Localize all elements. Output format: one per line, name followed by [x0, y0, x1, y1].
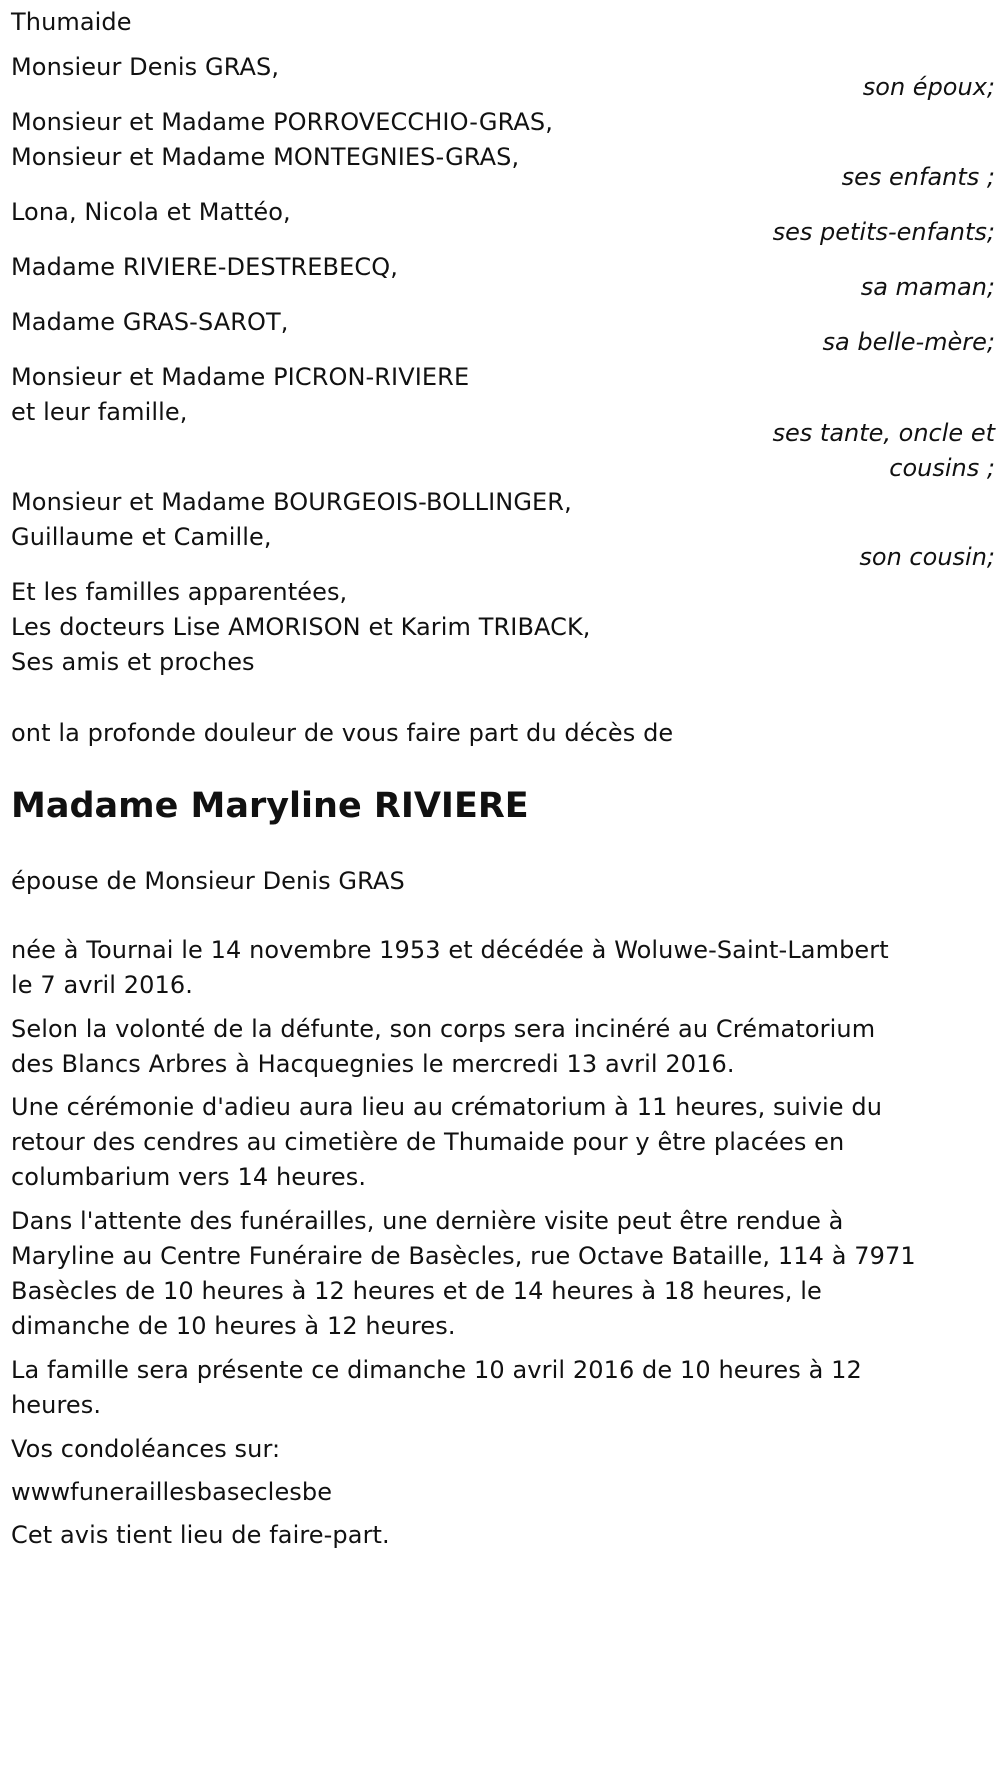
- paragraph-line: retour des cendres au cimetière de Thumaide pour y être placées en: [11, 1128, 845, 1156]
- paragraph-line: Basècles de 10 heures à 12 heures et de 14 heures à 18 heures, le: [11, 1277, 822, 1305]
- mourner-relation: ses tante, oncle et: [772, 419, 995, 447]
- notice-text: Cet avis tient lieu de faire-part.: [11, 1521, 390, 1549]
- paragraph-line: née à Tournai le 14 novembre 1953 et décédée à Woluwe-Saint-Lambert: [11, 936, 889, 964]
- mourner-line: Monsieur et Madame PICRON-RIVIERE: [11, 363, 470, 391]
- mourner-line: Lona, Nicola et Mattéo,: [11, 198, 291, 226]
- mourner-relation: son époux;: [862, 73, 995, 101]
- mourner-relation: ses enfants ;: [841, 163, 995, 191]
- mourner-relation: sa belle-mère;: [822, 328, 995, 356]
- paragraph-line: Une cérémonie d'adieu aura lieu au crématorium à 11 heures, suivie du: [11, 1093, 883, 1121]
- paragraph-line: le 7 avril 2016.: [11, 971, 194, 999]
- announcement-text: ont la profonde douleur de vous faire part du décès de: [11, 719, 674, 747]
- spouse-line: épouse de Monsieur Denis GRAS: [11, 867, 405, 895]
- paragraph-line: columbarium vers 14 heures.: [11, 1163, 367, 1191]
- others-line: Et les familles apparentées,: [11, 578, 348, 606]
- paragraph-line: Maryline au Centre Funéraire de Basècles, rue Octave Bataille, 114 à 7971: [11, 1242, 916, 1270]
- mourner-line: Monsieur et Madame BOURGEOIS-BOLLINGER,: [11, 488, 572, 516]
- village-name: Thumaide: [11, 8, 132, 36]
- mourner-line: Monsieur et Madame MONTEGNIES-GRAS,: [11, 143, 520, 171]
- mourner-relation: ses petits-enfants;: [772, 218, 995, 246]
- mourner-relation: cousins ;: [889, 454, 995, 482]
- condolences-label: Vos condoléances sur:: [11, 1435, 281, 1463]
- others-line: Les docteurs Lise AMORISON et Karim TRIBACK,: [11, 613, 591, 641]
- paragraph-line: des Blancs Arbres à Hacquegnies le mercredi 13 avril 2016.: [11, 1050, 735, 1078]
- others-line: Ses amis et proches: [11, 648, 255, 676]
- mourner-line: Monsieur Denis GRAS,: [11, 53, 280, 81]
- mourner-line: Madame GRAS-SAROT,: [11, 308, 289, 336]
- mourner-line: Guillaume et Camille,: [11, 523, 272, 551]
- paragraph-line: La famille sera présente ce dimanche 10 avril 2016 de 10 heures à 12: [11, 1356, 862, 1384]
- mourner-line: Monsieur et Madame PORROVECCHIO-GRAS,: [11, 108, 553, 136]
- website-text: wwwfuneraillesbaseclesbe: [11, 1478, 333, 1506]
- mourner-relation: sa maman;: [860, 273, 995, 301]
- mourner-line: Madame RIVIERE-DESTREBECQ,: [11, 253, 398, 281]
- paragraph-line: Selon la volonté de la défunte, son corps sera incinéré au Crématorium: [11, 1015, 876, 1043]
- paragraph-line: heures.: [11, 1391, 102, 1419]
- paragraph-line: dimanche de 10 heures à 12 heures.: [11, 1312, 456, 1340]
- deceased-name: Madame Maryline RIVIERE: [11, 786, 529, 826]
- paragraph-line: Dans l'attente des funérailles, une dernière visite peut être rendue à: [11, 1207, 844, 1235]
- mourner-relation: son cousin;: [859, 543, 995, 571]
- mourner-line: et leur famille,: [11, 398, 188, 426]
